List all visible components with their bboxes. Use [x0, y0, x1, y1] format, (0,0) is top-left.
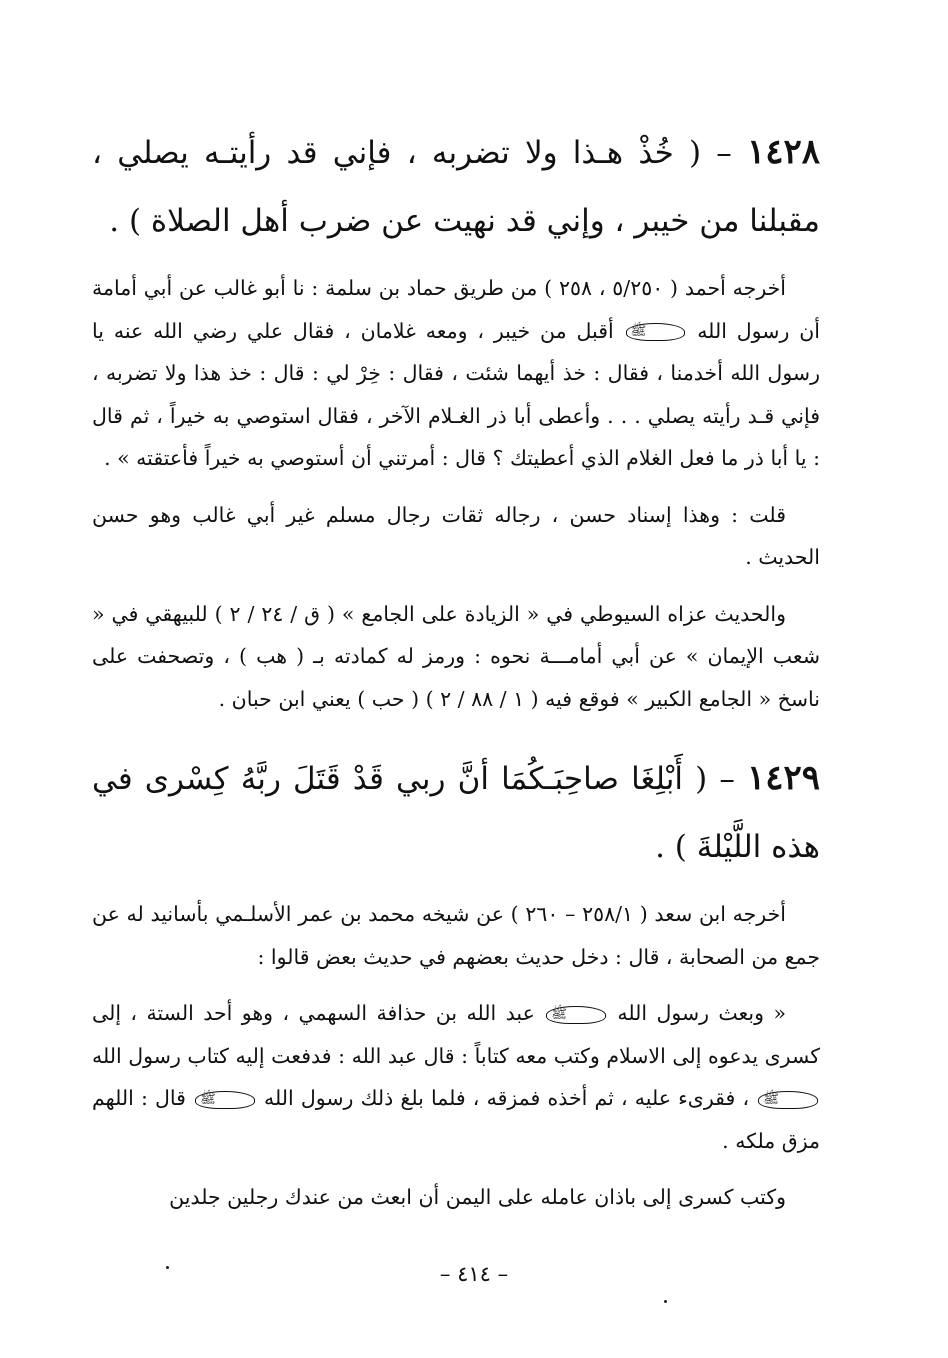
hadith-1429-heading — [92, 744, 820, 881]
salawat-honorific-icon: ﷺ — [758, 1091, 818, 1109]
salawat-honorific-icon: ﷺ — [546, 1006, 606, 1024]
scan-speck — [664, 1300, 667, 1303]
salawat-honorific-icon: ﷺ — [195, 1091, 255, 1109]
hadith-text: – ( أَبْلِغَا صاحِبَـكُمَا أنَّ ربي قَدْ قَتَلَ ربَّهُ كِسْرى في هذه اللَّيْلةَ ) . — [92, 761, 820, 865]
page-number: – ٤١٤ – — [439, 1262, 509, 1286]
paragraph-text: « وبعث رسول الله — [617, 1001, 786, 1025]
scan-speck — [166, 1266, 169, 1269]
takhrij-paragraph: أخرجه ابن سعد ( ٢٥٨/١ – ٢٦٠ ) عن شيخه محمد بن عمر الأسلـمي بأسانيد له عن جمع من الصحابة ، قال : دخل حديث بعضهم في حديث بعض قالوا : — [92, 902, 820, 969]
paragraph-text: عبد الله بن حذافة السهمي ، وهو أحد الستة ، إلى كسرى يدعوه إلى الاسلام وكتب معه كتاباً : قال عبد الله : فدفعت إليه كتاب رسول الله — [92, 1001, 820, 1068]
quoted-narration-paragraph — [92, 992, 820, 1162]
author-comment-paragraph: قلت : وهذا إسناد حسن ، رجاله ثقات رجال مسلم غير أبي غالب وهو حسن الحديث . — [92, 502, 820, 569]
continuation-paragraph: وكتب كسرى إلى باذان عامله على اليمن أن ابعث من عندك رجلين جلدين — [169, 1185, 786, 1209]
hadith-number: ١٤٢٩ — [746, 758, 821, 798]
hadith-1428-heading — [92, 118, 820, 255]
paragraph-text: أقبل من خيبر ، ومعه غلامان ، فقال علي رضي الله عنه يا رسول الله أخدمنا ، فقال : خذ أيهما شئت ، فقال : خِرْ لي : قال : خذ هذا ولا تضربه ، فإني قـد رأيته يصلي . . . وأعطى أبا ذر الغـلام الآخر ، فقال استوصي به خيراً ، ثم قال : يا أبا ذر ما فعل الغلام الذي أعطيتك ؟ قال : أمرتني أن أستوصي به خيراً فأعتقته » . — [92, 318, 820, 470]
hadith-number: ١٤٢٨ — [746, 132, 820, 172]
hadith-text: – ( خُذْ هـذا ولا تضربه ، فإني قد رأيتـه يصلي ، مقبلنا من خيبر ، وإني قد نهيت عن ضرب أهل الصلاة ) . — [92, 135, 820, 239]
attribution-paragraph: والحديث عزاه السيوطي في « الزيادة على الجامع » ( ق / ٢٤ / ٢ ) للبيهقي في « شعب الإيمان » عن أبي أمامـــة نحوه : ورمز له كمادته بـ ( هب ) ، وتصحفت على ناسخ « الجامع الكبير » فوقع فيه ( ١ / ٨٨ / ٢ ) ( حب ) يعني ابن حبان . — [92, 601, 820, 711]
paragraph-text: ، فقرىء عليه ، ثم أخذه فمزقه ، فلما بلغ ذلك رسول الله — [264, 1086, 750, 1110]
takhrij-paragraph — [92, 267, 820, 480]
paragraph-text: قال : اللهم مزق ملكه . — [92, 1086, 820, 1153]
salawat-honorific-icon: ﷺ — [626, 323, 686, 341]
paragraph-text: أخرجه أحمد ( ٥/٢٥٠ ، ٢٥٨ ) من طريق حماد بن سلمة : نا أبو غالب عن أبي أمامة أن رسول الله — [92, 276, 820, 343]
